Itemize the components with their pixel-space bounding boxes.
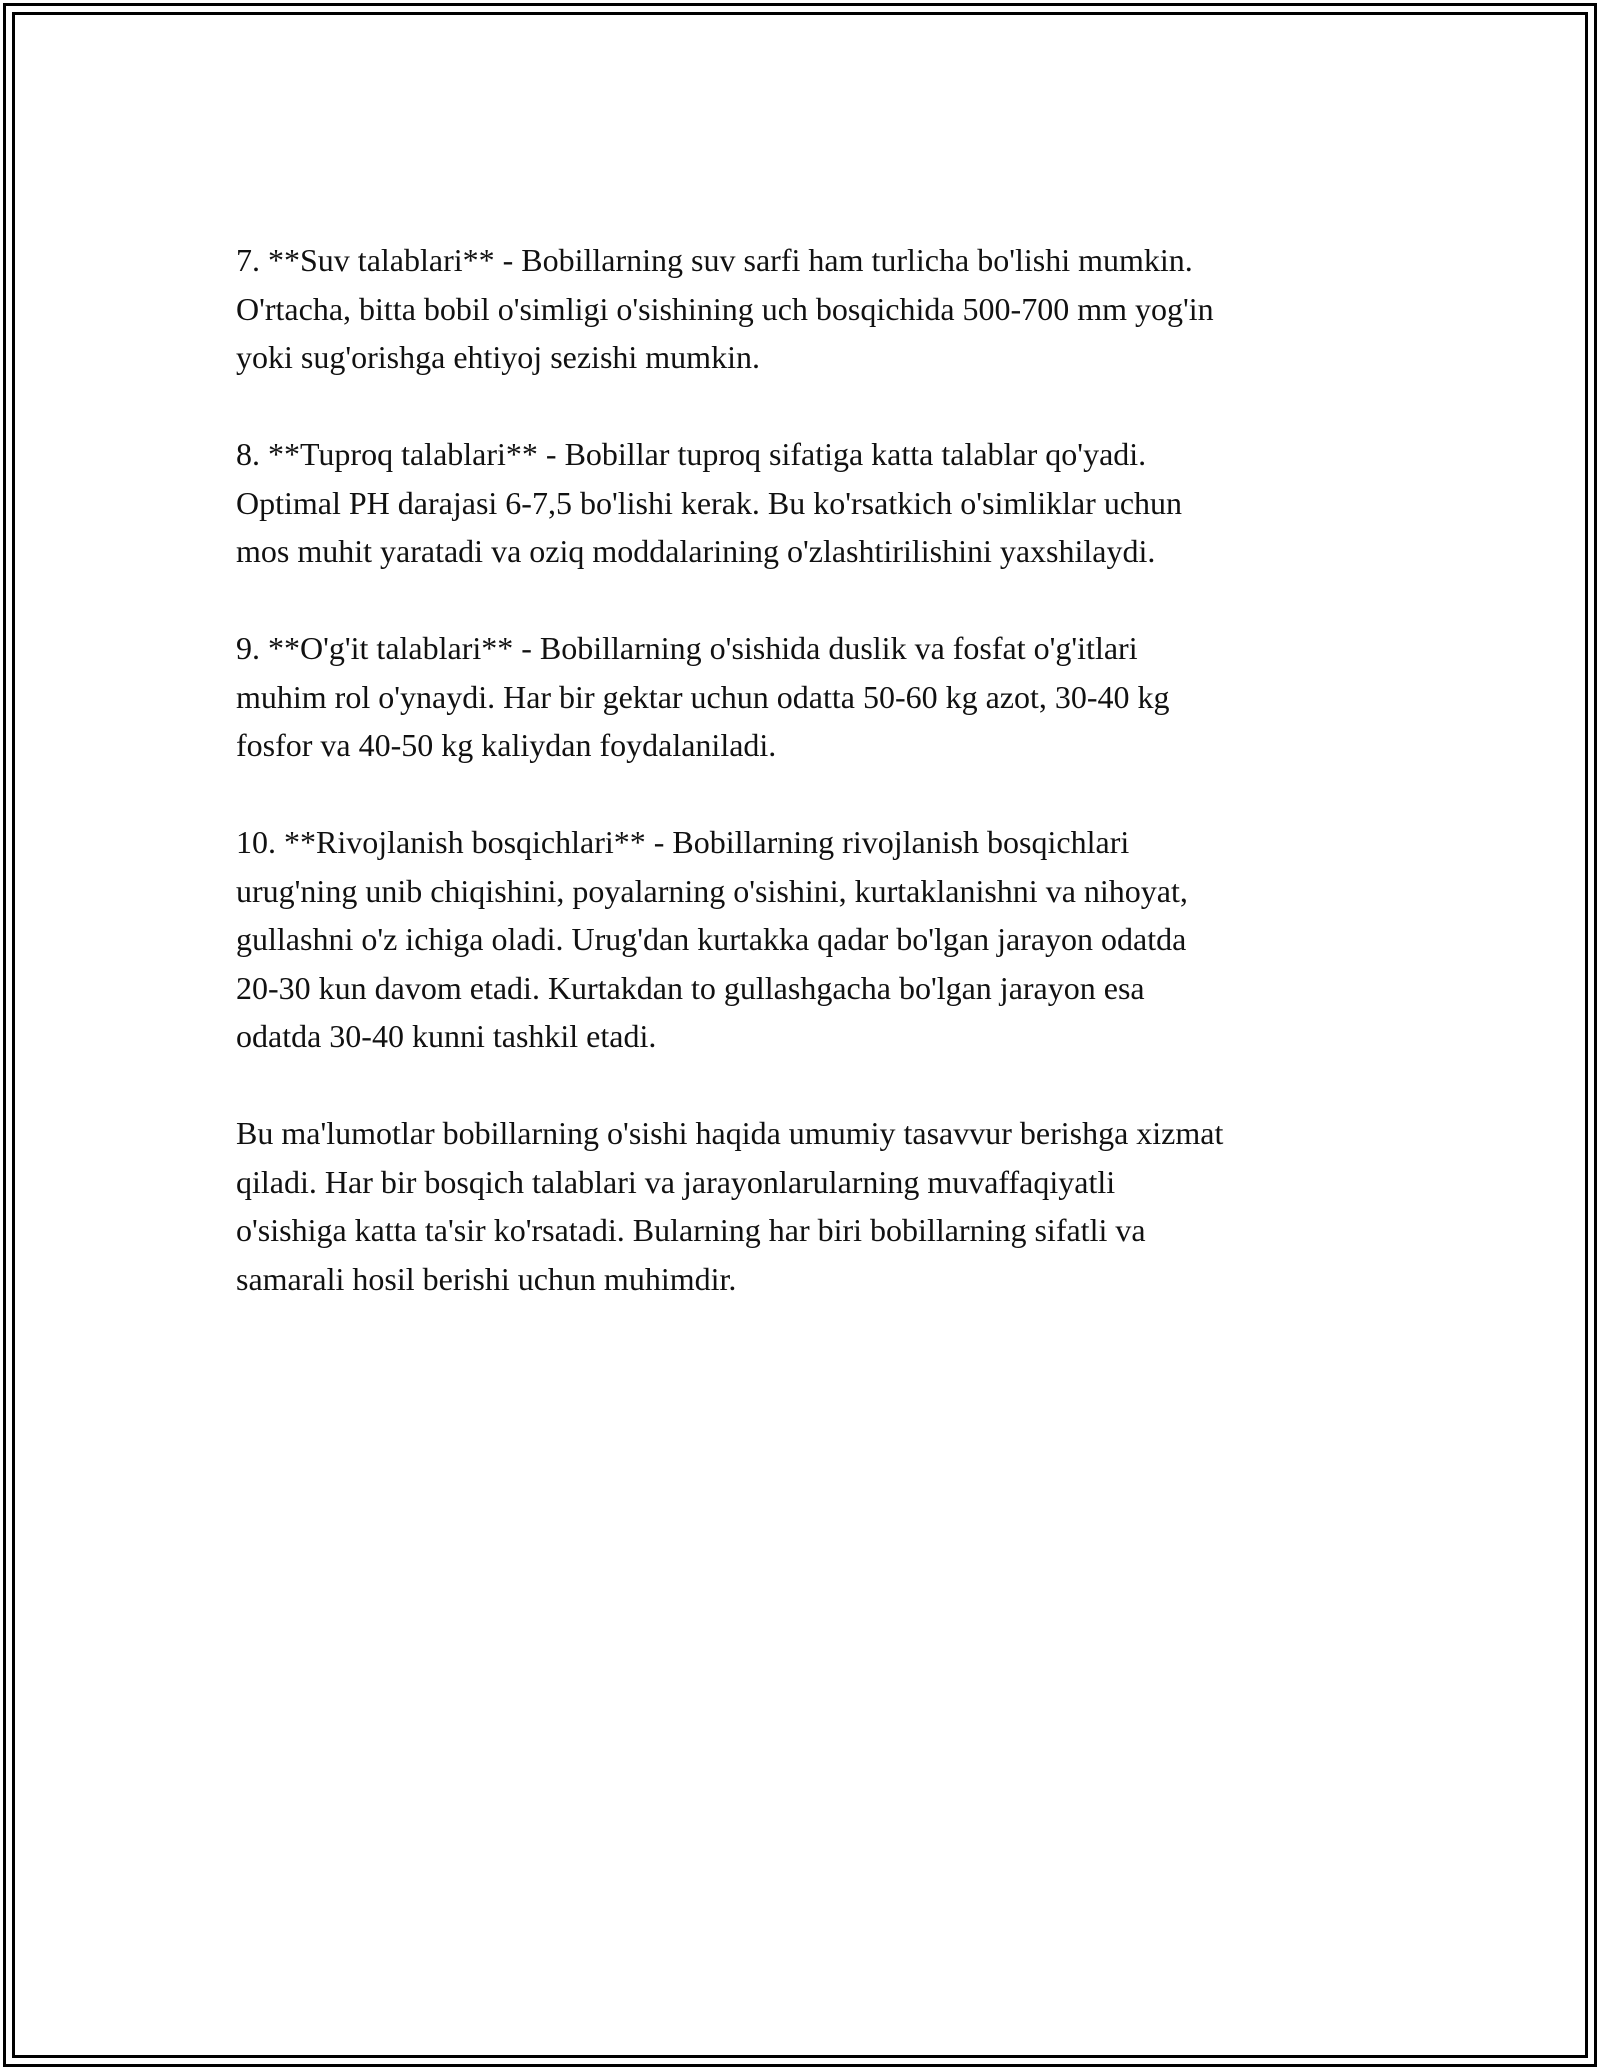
paragraph-ogit-talablari: 9. **O'g'it talablari** - Bobillarning o'sishida duslik va fosfat o'g'itlari muhim rol o'ynaydi. Har bir gektar uchun odatta 50-60 kg azot, 30-40 kg fosfor va 40-50 kg kaliydan foydalaniladi. [236,630,1170,763]
paragraph-conclusion: Bu ma'lumotlar bobillarning o'sishi haqida umumiy tasavvur berishga xizmat qiladi. Har bir bosqich talablari va jarayonlarularning muvaffaqiyatli o'sishiga katta ta'sir ko'rsatadi. Bularning har biri bobillarning sifatli va samarali hosil berishi uchun muhimdir. [236,1115,1224,1297]
paragraph-tuproq-talablari: 8. **Tuproq talablari** - Bobillar tuproq sifatiga katta talablar qo'yadi. Optimal PH darajasi 6-7,5 bo'lishi kerak. Bu ko'rsatkich o'simliklar uchun mos muhit yaratadi va oziq moddalarining o'zlashtirilishini yaxshilaydi. [236,436,1183,569]
paragraph-suv-talablari: 7. **Suv talablari** - Bobillarning suv sarfi ham turlicha bo'lishi mumkin. O'rtacha, bitta bobil o'simligi o'sishining uch bosqichida 500-700 mm yog'in yoki sug'orishga ehtiyoj sezishi mumkin. [236,242,1214,375]
paragraph-rivojlanish-bosqichlari: 10. **Rivojlanish bosqichlari** - Bobillarning rivojlanish bosqichlari urug'ning unib chiqishini, poyalarning o'sishini, kurtaklanishni va nihoyat, gullashni o'z ichiga oladi. Urug'dan kurtakka qadar bo'lgan jarayon odatda 20-30 kun davom etadi. Kurtakdan to gullashgacha bo'lgan jarayon esa odatda 30-40 kunni tashkil etadi. [236,824,1188,1054]
document-body [236,236,1416,1352]
